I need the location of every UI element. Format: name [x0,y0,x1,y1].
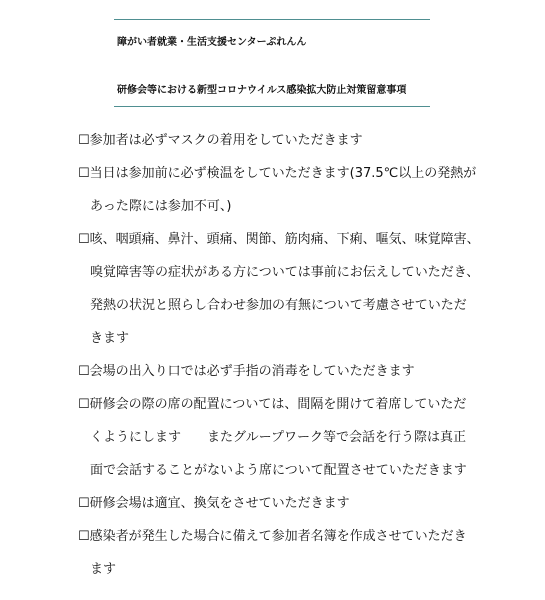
item-participant-list-cont: ます [90,562,117,577]
item-symptoms-cont-1: 嗅覚障害等の症状がある方については事前にお伝えしていただき、 [90,265,480,280]
item-symptoms-cont-3: きます [90,331,130,346]
header-bottom-rule [114,106,430,107]
item-symptoms: ☐咳、咽頭痛、鼻汁、頭痛、関節、筋肉痛、下痢、嘔気、味覚障害、 [78,232,480,247]
item-mask: ☐参加者は必ずマスクの着用をしていただきます [78,133,363,148]
organization-name: 障がい者就業・生活支援センターぷれんん [117,37,307,48]
item-symptoms-cont-2: 発熱の状況と照らし合わせ参加の有無について考慮させていただ [90,298,467,313]
item-temperature-check-cont: あった際には参加不可、) [90,199,232,214]
precaution-list [78,132,488,594]
item-participant-list: ☐感染者が発生した場合に備えて参加者名簿を作成させていただき [78,529,467,544]
item-seating-cont-2: 面で会話することがないよう席について配置させていただきます [90,463,467,478]
item-seating-cont-1: くようにします またグループワーク等で会話を行う際は真正 [90,430,466,445]
item-ventilation: ☐研修会場は適宜、換気をさせていただきます [78,496,350,511]
header-top-rule [114,19,430,20]
item-temperature-check: ☐当日は参加前に必ず検温をしていただきます(37.5℃以上の発熱が [78,166,477,181]
document-title: 研修会等における新型コロナウイルス感染拡大防止対策留意事項 [117,85,407,96]
item-seating: ☐研修会の際の席の配置については、間隔を開けて着席していただ [78,397,467,412]
item-hand-disinfection: ☐会場の出入り口では必ず手指の消毒をしていただきます [78,364,415,379]
